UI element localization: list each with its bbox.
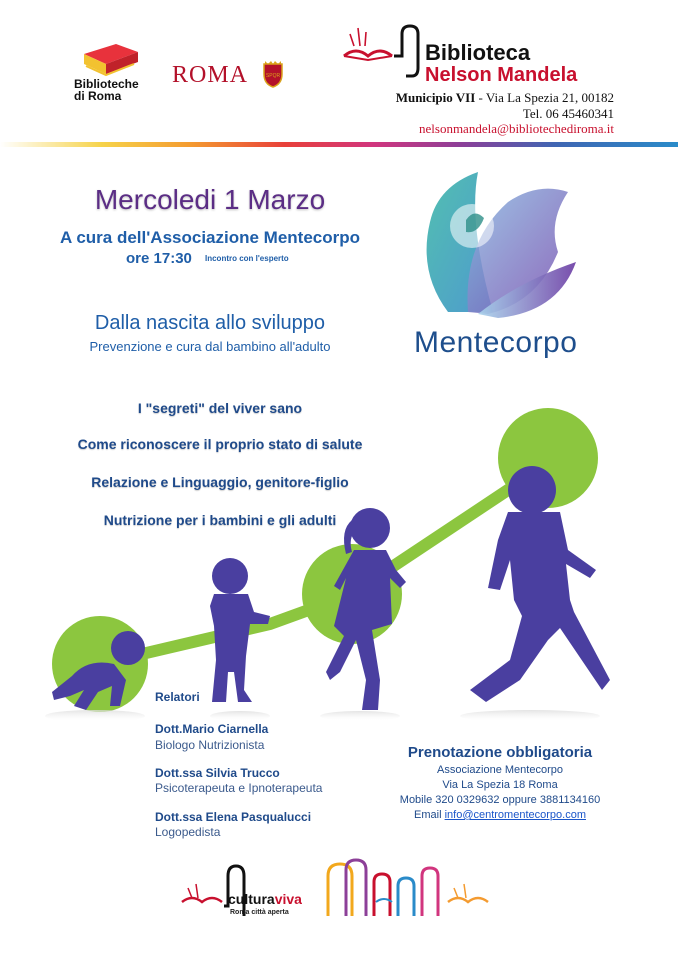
booking-info	[380, 744, 620, 821]
library-phone: Tel. 06 45460341	[522, 106, 614, 121]
biblioteche-logo-line-2: di Roma	[74, 89, 122, 103]
address-municipio: Municipio VII	[395, 90, 476, 105]
rainbow-divider	[0, 142, 678, 147]
biblioteche-logo-line-1: Biblioteche	[74, 77, 139, 91]
booking-email-line	[380, 809, 620, 821]
booking-phone: Mobile 320 0329632 oppure 3881134160	[399, 794, 601, 806]
event-date: Mercoledi 1 Marzo	[94, 184, 326, 215]
booking-email-label: Email	[414, 809, 445, 821]
speaker-name: Dott.Mario Ciarnella	[155, 722, 269, 736]
library-name-line-2: Nelson Mandela	[425, 64, 578, 86]
culturaviva-wordmark	[228, 891, 302, 907]
culturaviva-tagline: Roma città aperta	[230, 909, 289, 916]
event-time-note: Incontro con l'esperto	[205, 254, 289, 263]
mentecorpo-wordmark: Mentecorpo	[414, 326, 578, 359]
mentecorpo-flower-logo	[408, 162, 578, 327]
speaker-name: Dott.ssa Elena Pasqualucci	[155, 810, 312, 824]
booking-org: Associazione Mentecorpo	[437, 764, 563, 776]
speaker-role: Logopedista	[155, 825, 221, 839]
biblioteche-logo-text	[74, 78, 139, 102]
culturaviva-logo	[178, 856, 500, 936]
library-email[interactable]: nelsonmandela@bibliotechediroma.it	[419, 121, 614, 136]
booking-address: Via La Spezia 18 Roma	[442, 779, 558, 791]
speaker-role: Biologo Nutrizionista	[155, 738, 265, 752]
biblioteca-nelson-mandela-logo	[340, 16, 420, 78]
topic-item: Nutrizione per i bambini e gli adulti	[103, 512, 337, 528]
booking-title: Prenotazione obbligatoria	[407, 744, 593, 761]
roma-label: ROMA	[172, 62, 249, 88]
culturaviva-part1: cultura	[228, 891, 275, 907]
topic-item: I "segreti" del viver sano	[137, 400, 303, 416]
growth-illustration	[0, 380, 678, 740]
library-address	[396, 90, 614, 106]
culturaviva-part2: viva	[274, 891, 302, 907]
roma-shield-icon	[262, 60, 284, 88]
event-time: ore 17:30	[126, 250, 192, 267]
topic-item: Come riconoscere il proprio stato di salute	[77, 436, 363, 452]
speakers-heading: Relatori	[155, 690, 200, 704]
svg-text:SPQR: SPQR	[265, 73, 281, 79]
speaker-name: Dott.ssa Silvia Trucco	[155, 766, 280, 780]
address-street: - Via La Spezia 21, 00182	[475, 90, 614, 105]
event-organizer: A cura dell'Associazione Mentecorpo	[59, 228, 361, 247]
speaker-role: Psicoterapeuta e Ipnoterapeuta	[155, 781, 323, 795]
event-subtitle: Prevenzione e cura dal bambino all'adulto	[89, 339, 331, 354]
topic-item: Relazione e Linguaggio, genitore-figlio	[91, 474, 349, 490]
event-title: Dalla nascita allo sviluppo	[94, 312, 326, 334]
booking-email-link[interactable]: info@centromentecorpo.com	[444, 809, 586, 821]
library-name-line-1: Biblioteca	[425, 40, 531, 65]
